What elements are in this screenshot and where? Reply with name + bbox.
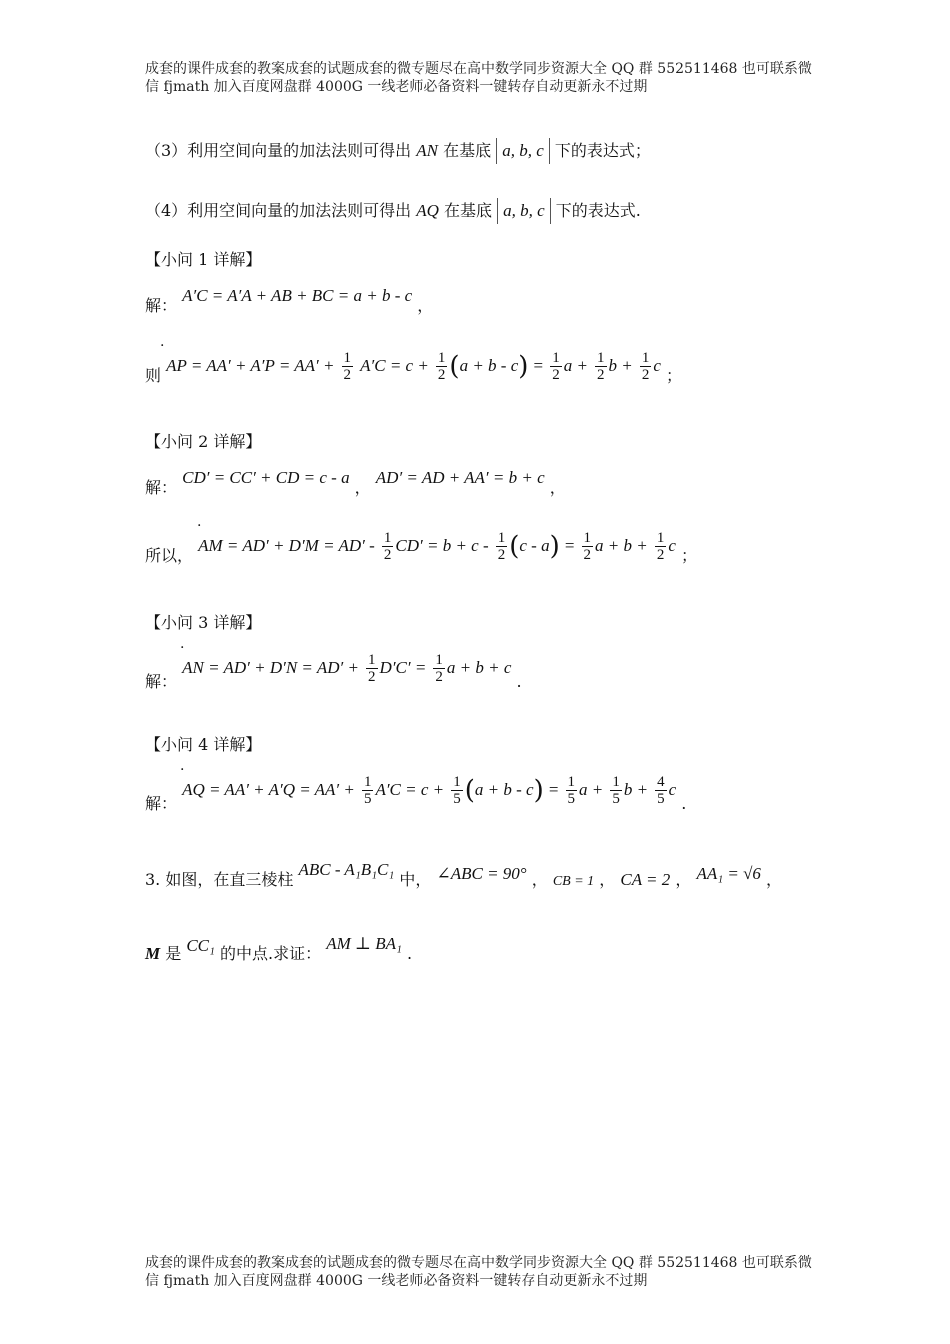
punct: ； [666, 366, 683, 385]
equation: A′C = c + [375, 780, 445, 799]
q4-line [145, 774, 686, 814]
equation: AM = AD′ + D′M = AD′ - [198, 536, 375, 555]
fraction [610, 774, 622, 807]
equals: = [533, 356, 544, 375]
problem-number: 3. [145, 870, 161, 889]
frac-den: 2 [656, 547, 665, 563]
frac-den: 2 [583, 547, 592, 563]
frac-num: 1 [612, 774, 620, 790]
fraction [550, 350, 562, 383]
analysis-4-text: （4）利用空间向量的加法法则可得出 [145, 201, 412, 220]
frac-den: 5 [657, 791, 665, 807]
frac-num: 1 [583, 530, 592, 546]
fraction [436, 350, 448, 383]
frac-num: 1 [567, 774, 575, 790]
frac-num: 1 [497, 530, 506, 546]
equation: AD′ = AD + AA′ = b + c [375, 468, 545, 487]
banner-bottom-line-1: 成套的课件成套的教案成套的试题成套的微专题尽在高中数学同步资源大全 QQ 群 552511468 也可联系微 [145, 1255, 812, 1271]
frac-num: 1 [597, 350, 605, 366]
punct: . [681, 794, 687, 813]
punct: ， [417, 296, 434, 315]
equation: a + [563, 356, 588, 375]
fraction [655, 530, 667, 563]
problem-3-line-1 [145, 860, 783, 892]
problem-text: 中， [399, 870, 432, 889]
fraction [382, 530, 394, 563]
equation: a + b - c [459, 356, 519, 375]
length-condition: CA = 2 [620, 870, 671, 889]
solution-label: 解： [145, 794, 178, 813]
equation: c - a [519, 536, 550, 555]
frac-den: 2 [368, 669, 376, 685]
q2-heading: 【小问 2 详解】 [145, 432, 262, 451]
segment-cc1: CC₁ [186, 936, 215, 955]
q4-heading: 【小问 4 详解】 [145, 735, 262, 754]
length-condition: CB = 1 [552, 874, 595, 889]
paren: ( [464, 775, 475, 806]
problem-3-line-2 [145, 934, 413, 964]
paren: ) [549, 531, 560, 562]
paren: ( [509, 531, 520, 562]
frac-den: 5 [363, 791, 372, 807]
vector-dot: . [180, 758, 185, 774]
equation: AP = AA′ + A′P = AA′ + [166, 356, 335, 375]
frac-num: 1 [437, 350, 446, 366]
fraction [362, 774, 374, 807]
frac-num: 1 [383, 530, 392, 546]
equation: a + b + c [446, 658, 512, 677]
q1-heading: 【小问 1 详解】 [145, 250, 262, 269]
equation: D′C′ = [379, 658, 427, 677]
equation: c [668, 780, 677, 799]
q2-line-2 [145, 530, 697, 566]
punct: ， [599, 870, 616, 889]
equation: c [653, 356, 661, 375]
equation: CD′ = CC′ + CD = c - a [182, 468, 350, 487]
q3-heading: 【小问 3 详解】 [145, 613, 262, 632]
analysis-item-3 [145, 138, 651, 164]
frac-den: 2 [383, 547, 392, 563]
analysis-4-basis-text: 在基底 [444, 201, 493, 220]
q1-line-1 [145, 286, 434, 316]
equals: = [548, 780, 559, 799]
equation: a + b - c [474, 780, 534, 799]
vector-dot: . [160, 334, 165, 350]
solution-label: 解： [145, 296, 178, 315]
banner-top-line-1: 成套的课件成套的教案成套的试题成套的微专题尽在高中数学同步资源大全 QQ 群 552511468 也可联系微 [145, 61, 812, 77]
frac-den: 2 [597, 367, 605, 383]
punct: ， [354, 478, 371, 497]
fraction [655, 774, 667, 807]
analysis-3-text: （3）利用空间向量的加法法则可得出 [145, 141, 412, 160]
vector-dot: . [180, 636, 185, 652]
equation: a + b + [595, 536, 648, 555]
conclusion: AM ⊥ BA₁ [326, 934, 402, 953]
fraction [366, 652, 378, 685]
frac-num: 1 [435, 652, 443, 668]
banner-bottom-line-2: 信 fjmath 加入百度网盘群 4000G 一线老师必备资料一键转存自动更新永不过期 [145, 1273, 648, 1289]
punct: . [516, 672, 522, 691]
equation: b + [623, 780, 649, 799]
equation: a + [579, 780, 604, 799]
frac-den: 2 [435, 669, 443, 685]
frac-den: 5 [567, 791, 575, 807]
banner-top-line-2: 信 fjmath 加入百度网盘群 4000G 一线老师必备资料一键转存自动更新永不过期 [145, 79, 648, 95]
fraction [451, 774, 463, 807]
frac-num: 1 [343, 350, 352, 366]
paren: ) [518, 351, 529, 382]
analysis-item-4 [145, 198, 641, 224]
paren: ) [533, 775, 544, 806]
problem-text: 的中点.求证： [220, 944, 322, 963]
frac-num: 1 [368, 652, 376, 668]
analysis-3-basis-text: 在基底 [443, 141, 492, 160]
fraction [595, 350, 607, 383]
paren: ( [449, 351, 460, 382]
punct: ； [680, 546, 697, 565]
equation: CD′ = b + c - [395, 536, 489, 555]
frac-num: 1 [363, 774, 372, 790]
punct: ， [531, 870, 548, 889]
analysis-4-tail: 下的表达式. [555, 201, 641, 220]
basis-set: a, b, c [497, 198, 551, 224]
frac-num: 1 [552, 350, 560, 366]
frac-num: 1 [641, 350, 650, 366]
q2-line-1 [145, 468, 566, 498]
frac-num: 1 [656, 530, 665, 546]
equals: = [564, 536, 575, 555]
frac-den: 2 [552, 367, 560, 383]
analysis-3-tail: 下的表达式； [554, 141, 651, 160]
solution-label: 解： [145, 672, 178, 691]
problem-text: 是 [165, 944, 182, 963]
frac-num: 1 [453, 774, 461, 790]
q3-line [145, 652, 522, 692]
equation: b + [608, 356, 633, 375]
frac-den: 2 [437, 367, 446, 383]
fraction [496, 530, 508, 563]
length-condition: AA₁ = √6 [696, 864, 761, 883]
fraction [342, 350, 354, 383]
frac-den: 2 [497, 547, 506, 563]
problem-text: 如图，在直三棱柱 [165, 870, 294, 889]
prism-name: ABC - A₁B₁C₁ [298, 860, 395, 879]
angle-condition: ∠ABC = 90° [436, 864, 527, 883]
frac-num: 4 [657, 774, 665, 790]
frac-den: 2 [343, 367, 352, 383]
fraction [566, 774, 578, 807]
punct: ， [675, 870, 692, 889]
equation: A′C = c + [360, 356, 429, 375]
fraction [433, 652, 445, 685]
vector-dot: . [197, 514, 202, 530]
fraction [640, 350, 652, 383]
punct: ， [549, 478, 566, 497]
equation: AN = AD′ + D′N = AD′ + [182, 658, 359, 677]
frac-den: 5 [612, 791, 620, 807]
equation: A′C = A′A + AB + BC = a + b - c [182, 286, 413, 305]
equation: c [668, 536, 676, 555]
solution-label: 解： [145, 478, 178, 497]
point-m: M [145, 944, 161, 963]
fraction [582, 530, 594, 563]
punct: ， [766, 870, 783, 889]
vector-aq: AQ [416, 201, 439, 220]
basis-set: a, b, c [496, 138, 550, 164]
q1-line-2 [145, 350, 682, 386]
frac-den: 2 [641, 367, 650, 383]
then-label: 则 [145, 366, 162, 385]
vector-an: AN [416, 141, 439, 160]
equation: AQ = AA′ + A′Q = AA′ + [182, 780, 355, 799]
frac-den: 5 [453, 791, 461, 807]
so-label: 所以， [145, 546, 194, 565]
punct: . [407, 944, 413, 963]
